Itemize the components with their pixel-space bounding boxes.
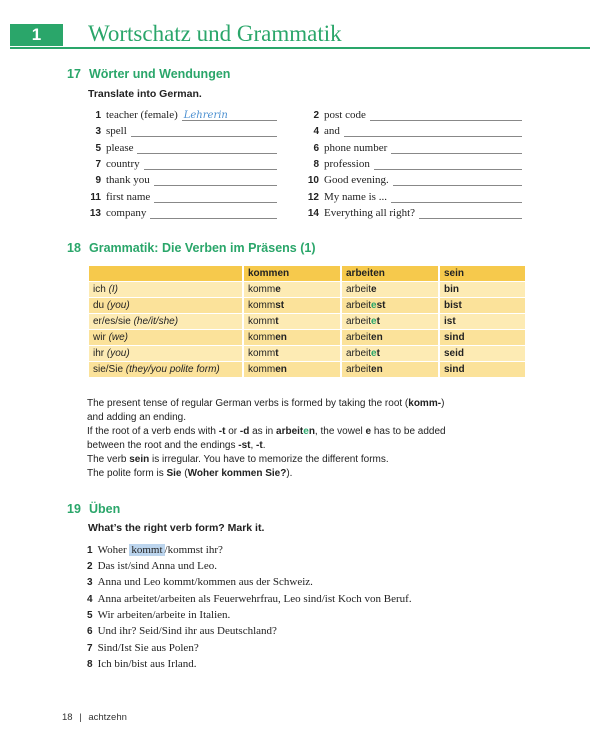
- item-number: 2: [313, 110, 319, 121]
- item-text[interactable]: Ich bin/bist aus Irland.: [97, 657, 197, 670]
- item-prompt: company: [106, 206, 147, 219]
- sein-form: bist: [444, 300, 462, 311]
- inserted-vowel: e: [371, 348, 377, 359]
- item-text[interactable]: Anna und Leo kommt/kommen aus der Schweiz.: [97, 576, 313, 589]
- item-prompt: thank you: [106, 174, 150, 187]
- page-number: 18: [62, 712, 73, 723]
- ex18-heading: [67, 241, 315, 255]
- sein-form: sind: [444, 332, 465, 343]
- item-prompt: please: [106, 141, 134, 154]
- kommen-cell: [244, 346, 340, 361]
- vocab-item: [87, 124, 277, 137]
- vocab-item: [87, 190, 277, 203]
- expl-bold: e: [365, 426, 372, 437]
- sein-cell: [440, 298, 525, 313]
- grammar-explanation: [87, 397, 507, 481]
- expl-bold: -t: [256, 440, 263, 451]
- item-number: 11: [90, 191, 101, 203]
- pronoun: sie/Sie: [93, 364, 124, 375]
- verb-ending: en: [275, 332, 287, 343]
- table-header-cell: [89, 266, 242, 281]
- verb-root: arbeit: [346, 364, 372, 375]
- expl-text: or: [225, 426, 240, 437]
- item-text[interactable]: Anna arbeitet/arbeiten als Feuerwehrfrau, Leo sind/ist Koch von Beruf.: [97, 592, 412, 605]
- sein-cell: [440, 330, 525, 345]
- verb-root: komm: [248, 332, 276, 343]
- expl-bold: komm-: [408, 398, 442, 409]
- item-number: 3: [95, 126, 101, 138]
- verb-ending: e: [371, 284, 377, 295]
- answer-blank[interactable]: [144, 157, 277, 170]
- verb-root: komm: [248, 316, 276, 327]
- item-number: 5: [87, 609, 93, 621]
- table-row: [89, 346, 525, 361]
- exercise-item: [87, 658, 197, 670]
- item-number: 1: [87, 545, 93, 556]
- expl-bold: Woher kommen Sie?: [187, 468, 287, 479]
- verb-root: komm: [248, 348, 276, 359]
- expl-bold: -d: [239, 426, 250, 437]
- item-number: 4: [87, 593, 93, 605]
- expl-text: ,: [250, 440, 257, 451]
- ex17-instruction: Translate into German.: [88, 88, 202, 100]
- expl-text: The verb: [87, 454, 130, 465]
- answer-blank[interactable]: [370, 108, 522, 121]
- item-prompt: Good evening.: [324, 174, 389, 187]
- pronoun-translation: (they/you polite form): [125, 364, 220, 375]
- verb-root: arbeit: [346, 348, 372, 359]
- vocab-item: [305, 124, 522, 137]
- vocab-item: [305, 157, 522, 170]
- page-number-word: achtzehn: [88, 712, 127, 723]
- item-number: 9: [95, 175, 101, 187]
- exercise-item: [87, 625, 277, 637]
- pronoun-translation: (I): [108, 284, 119, 295]
- pronoun-cell: [89, 346, 242, 361]
- arbeiten-cell: [342, 282, 438, 297]
- ex18-title: Grammatik: Die Verben im Präsens (1): [89, 241, 316, 255]
- item-number: 2: [87, 561, 93, 572]
- vocab-item: [305, 206, 522, 219]
- vocab-item: [87, 173, 277, 186]
- answer-blank[interactable]: [137, 141, 277, 154]
- expl-text: has to be added: [371, 426, 446, 437]
- item-number: 13: [89, 207, 101, 219]
- answer-blank[interactable]: [391, 141, 522, 154]
- item-prompt: post code: [324, 109, 366, 121]
- vocab-item: [87, 206, 277, 219]
- exercise-item: [87, 576, 313, 588]
- sein-cell: [440, 314, 525, 329]
- sein-cell: [440, 362, 525, 377]
- page-title: Wortschatz und Grammatik: [88, 21, 342, 46]
- verb-root: komm: [248, 284, 276, 295]
- answer-blank[interactable]: [154, 173, 277, 186]
- vocab-item: [305, 141, 522, 154]
- verb-ending: et: [371, 316, 380, 327]
- arbeiten-cell: [342, 298, 438, 313]
- verb-root: arbeit: [346, 332, 372, 343]
- ex17-number: 17: [67, 67, 81, 81]
- ex17-heading: [67, 67, 230, 81]
- item-prompt: first name: [106, 190, 151, 203]
- sein-form: seid: [444, 348, 465, 359]
- sein-form: sind: [444, 364, 465, 375]
- kommen-cell: [244, 330, 340, 345]
- verb-ending: e: [275, 284, 281, 295]
- verb-root: komm: [248, 364, 276, 375]
- expl-text: as in: [249, 426, 277, 437]
- verb-conjugation-table: [87, 265, 527, 378]
- expl-text: ).: [286, 468, 293, 479]
- item-number: 3: [87, 577, 93, 589]
- vocab-item: [305, 190, 522, 203]
- verb-root: arbeit: [346, 284, 372, 295]
- expl-highlight: e: [303, 426, 309, 437]
- item-number: 6: [313, 142, 319, 154]
- item-text[interactable]: Das ist/sind Anna und Leo.: [97, 560, 218, 572]
- expl-text: If the root of a verb ends with: [87, 426, 219, 437]
- kommen-cell: [244, 282, 340, 297]
- expl-text: The polite form is: [87, 468, 167, 479]
- sein-form: bin: [444, 284, 459, 295]
- answer-blank[interactable]: [154, 190, 277, 203]
- expl-text: , the vowel: [314, 426, 366, 437]
- answer-blank[interactable]: [419, 206, 522, 219]
- page-footer: [62, 712, 127, 723]
- item-prompt: profession: [324, 157, 370, 170]
- expl-text: between the root and the endings: [87, 440, 239, 451]
- verb-ending: en: [371, 364, 383, 375]
- item-prompt: phone number: [324, 141, 388, 154]
- header-divider: [10, 47, 590, 49]
- ex17-title: Wörter und Wendungen: [89, 67, 231, 81]
- table-row: [89, 298, 525, 313]
- item-number: 7: [95, 158, 101, 170]
- item-number: 10: [307, 175, 319, 187]
- pronoun: ihr: [93, 348, 105, 359]
- item-number: 6: [87, 626, 93, 638]
- verb-root: komm: [248, 300, 276, 311]
- pronoun-translation: (we): [108, 332, 129, 343]
- ex19-instruction: What’s the right verb form? Mark it.: [88, 522, 265, 534]
- pronoun-cell: [89, 282, 242, 297]
- pronoun-translation: (he/it/she): [133, 316, 179, 327]
- table-row: [89, 314, 525, 329]
- arbeiten-cell: [342, 346, 438, 361]
- verb-ending: en: [275, 364, 287, 375]
- handwritten-answer: Lehrerin: [183, 110, 228, 121]
- vocab-item: [87, 141, 277, 154]
- pronoun-cell: [89, 298, 242, 313]
- item-prompt: spell: [106, 125, 127, 138]
- item-text[interactable]: Wir arbeiten/arbeite in Italien.: [97, 608, 231, 621]
- item-prompt: teacher (female): [106, 109, 178, 121]
- answer-blank[interactable]: [150, 206, 277, 219]
- item-number: 1: [95, 110, 101, 121]
- verb-ending: est: [371, 300, 386, 311]
- expl-text: is irregular. You have to memorize the different forms.: [149, 454, 389, 465]
- pronoun-translation: (you): [106, 300, 130, 311]
- ex19-heading: [67, 502, 120, 516]
- expl-text: .: [262, 440, 266, 451]
- answer-blank[interactable]: [391, 190, 522, 203]
- expl-bold: sein: [129, 454, 150, 465]
- item-number: 14: [307, 207, 319, 219]
- ex19-number: 19: [67, 502, 81, 516]
- item-number: 5: [95, 142, 101, 154]
- marked-answer[interactable]: kommt: [131, 544, 163, 556]
- pronoun: du: [93, 300, 105, 311]
- pronoun-cell: [89, 362, 242, 377]
- item-text: /kommst ihr?: [164, 544, 223, 556]
- verb-ending: t: [275, 316, 279, 327]
- exercise-item: [87, 560, 217, 572]
- sein-cell: [440, 282, 525, 297]
- sein-form: ist: [444, 316, 456, 327]
- item-text[interactable]: Und ihr? Seid/Sind ihr aus Deutschland?: [97, 625, 277, 638]
- pronoun: er/es/sie: [93, 316, 131, 327]
- exercise-item: [87, 593, 412, 605]
- table-row: [89, 362, 525, 377]
- verb-ending: st: [275, 300, 285, 311]
- ex18-number: 18: [67, 241, 81, 255]
- item-number: 8: [87, 658, 93, 670]
- kommen-cell: [244, 298, 340, 313]
- arbeiten-cell: [342, 330, 438, 345]
- pronoun: ich: [93, 284, 106, 295]
- verb-ending: en: [371, 332, 383, 343]
- footer-separator: |: [79, 712, 82, 723]
- expl-text: (: [181, 468, 188, 479]
- pronoun-cell: [89, 330, 242, 345]
- vocab-item: [305, 173, 522, 186]
- expl-text: ): [441, 398, 445, 409]
- table-header-cell: sein: [440, 266, 525, 281]
- table-header-cell: kommen: [244, 266, 340, 281]
- pronoun-cell: [89, 314, 242, 329]
- inserted-vowel: e: [371, 316, 377, 327]
- table-header-cell: arbeiten: [342, 266, 438, 281]
- table-row: [89, 330, 525, 345]
- verb-root: arbeit: [346, 300, 372, 311]
- item-prompt: and: [324, 125, 340, 138]
- pronoun: wir: [93, 332, 106, 343]
- expl-bold: -t: [218, 426, 226, 437]
- expl-text: The present tense of regular German verbs is formed by taking the root (: [87, 398, 409, 409]
- exercise-item: [87, 544, 223, 556]
- item-text[interactable]: Sind/Ist Sie aus Polen?: [97, 641, 199, 654]
- answer-blank[interactable]: [182, 108, 277, 121]
- expl-text: and adding an ending.: [87, 412, 186, 423]
- answer-blank[interactable]: [344, 124, 522, 137]
- item-prompt: My name is ...: [324, 190, 387, 203]
- item-text: Woher: [97, 544, 130, 556]
- kommen-cell: [244, 314, 340, 329]
- table-header-row: [89, 266, 525, 281]
- verb-ending: t: [275, 348, 279, 359]
- sein-cell: [440, 346, 525, 361]
- expl-bold: -st: [238, 440, 251, 451]
- table-row: [89, 282, 525, 297]
- pronoun-translation: (you): [106, 348, 130, 359]
- exercise-item: [87, 609, 230, 621]
- verb-root: arbeit: [346, 316, 372, 327]
- expl-bold: Sie: [166, 468, 182, 479]
- vocab-item: [87, 108, 277, 121]
- vocab-item: [87, 157, 277, 170]
- expl-bold: n: [308, 426, 315, 437]
- arbeiten-cell: [342, 362, 438, 377]
- item-number: 8: [313, 158, 319, 170]
- ex19-title: Üben: [89, 502, 121, 516]
- expl-bold: arbeit: [276, 426, 304, 437]
- item-number: 7: [87, 642, 93, 654]
- item-prompt: country: [106, 157, 140, 170]
- item-number: 12: [307, 191, 319, 203]
- kommen-cell: [244, 362, 340, 377]
- verb-ending: et: [371, 348, 380, 359]
- answer-blank[interactable]: [393, 173, 522, 186]
- item-number: 4: [313, 126, 319, 138]
- answer-blank[interactable]: [374, 157, 522, 170]
- vocab-item: [305, 108, 522, 121]
- chapter-number: 1: [31, 25, 42, 44]
- answer-blank[interactable]: [131, 124, 277, 137]
- item-prompt: Everything all right?: [324, 206, 416, 219]
- arbeiten-cell: [342, 314, 438, 329]
- exercise-item: [87, 642, 199, 654]
- inserted-vowel: e: [371, 300, 377, 311]
